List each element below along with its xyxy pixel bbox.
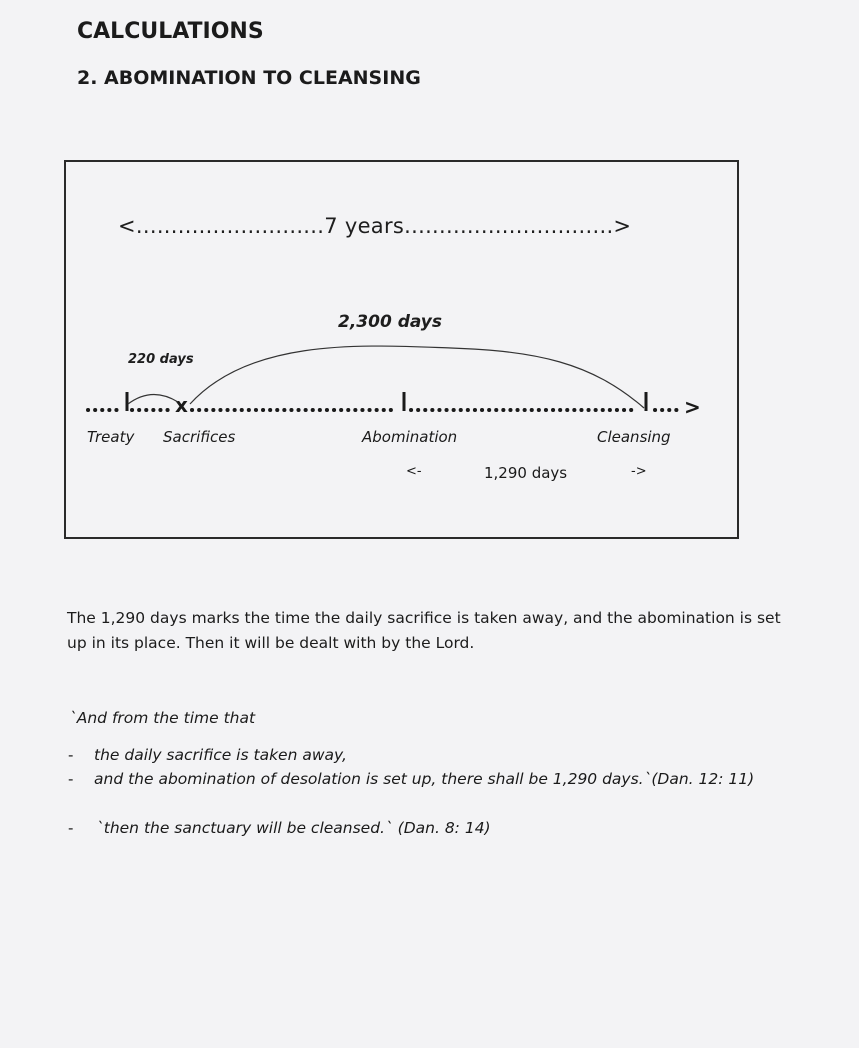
document-subtitle: 2. ABOMINATION TO CLEANSING [77, 67, 421, 89]
arc-220-days [128, 394, 178, 404]
timeline-graphic [66, 162, 737, 537]
arc-2300-days-label: 2,300 days [338, 312, 443, 332]
arc-2300-days [190, 346, 644, 408]
bullet-text: the daily sacrifice is taken away, [94, 746, 347, 764]
explanation-paragraph: The 1,290 days marks the time the daily sacrifice is taken away, and the abomination is set up in its place. Then it will be dealt with by the Lord. [67, 609, 781, 652]
seven-years-span-label: <...........................7 years..............................> [118, 214, 632, 238]
arc-220-days-label: 220 days [128, 352, 194, 367]
event-label-treaty: Treaty [87, 428, 135, 446]
bullet-dash: - [68, 746, 74, 764]
range-1290-days-label: 1,290 days [484, 464, 568, 482]
timeline-end-arrow: > [684, 395, 701, 419]
document-title: CALCULATIONS [77, 19, 264, 44]
bullet-text: `then the sanctuary will be cleansed.` (Dan. 8: 14) [96, 819, 491, 837]
bullet-text: and the abomination of desolation is set up, there shall be 1,290 days.`(Dan. 12: 11) [94, 770, 755, 788]
sacrifices-x-marker: x [175, 393, 188, 417]
timeline-diagram [64, 160, 739, 539]
event-label-sacrifices: Sacrifices [163, 428, 236, 446]
event-label-abomination: Abomination [362, 428, 458, 446]
range-left-arrow: <- [406, 464, 422, 479]
quote-intro: `And from the time that [69, 709, 256, 727]
event-label-cleansing: Cleansing [597, 428, 671, 446]
range-right-arrow: -> [631, 464, 647, 479]
bullet-dash: - [68, 770, 74, 788]
bullet-dash: - [68, 819, 74, 837]
